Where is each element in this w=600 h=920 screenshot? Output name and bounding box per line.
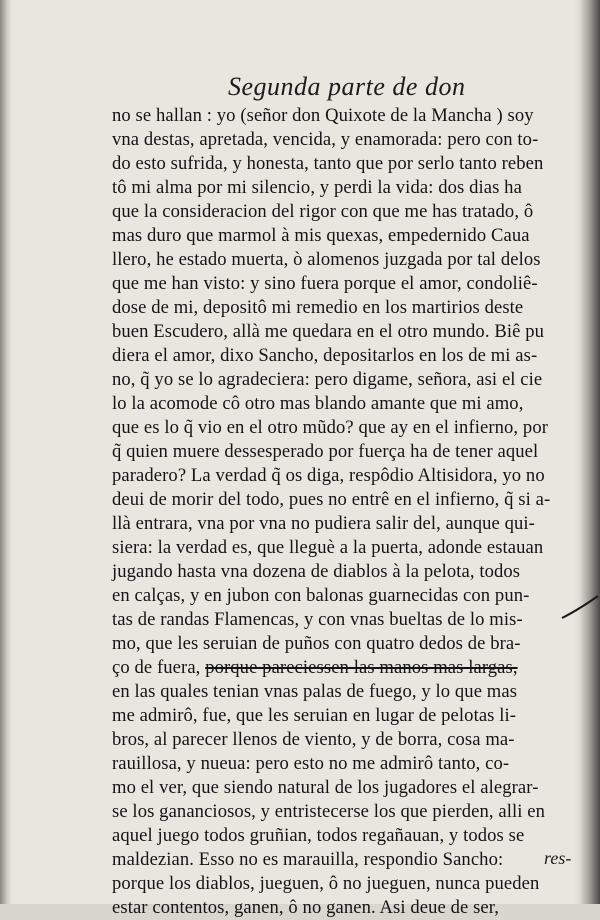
- catchword: res-: [544, 848, 572, 868]
- text-line: vna destas, apretada, vencida, y enamorada: pero con to-: [112, 129, 539, 150]
- text-line: llero, he estado muerta, ò alomenos juzgada por tal delos: [112, 249, 541, 270]
- text-line: rauillosa, y nueua: pero esto no me admirô tanto, co-: [112, 753, 510, 774]
- text-line: llà entrara, vna por vna no pudiera salir del, aunque qui-: [112, 513, 535, 534]
- text-line: en las quales tenian vnas palas de fuego, y lo que mas: [112, 681, 518, 702]
- ink-pen-mark: [560, 592, 600, 624]
- text-block: [112, 104, 588, 920]
- text-line: en calças, y en jubon con balonas guarnecidas con pun-: [112, 585, 530, 606]
- text-line: paradero? La verdad q̃ os diga, respôdio Altisidora, yo no: [112, 465, 545, 486]
- text-line-start: ço de fuera,: [112, 657, 201, 678]
- text-line: mas duro que marmol à mis quexas, empedernido Caua: [112, 225, 530, 246]
- text-line: que la consideracion del rigor con que me has tratado, ô: [112, 201, 534, 222]
- text-line: se los gananciosos, y entristecerse los que pierden, alli en: [112, 801, 546, 822]
- text-line: siera: la verdad es, que lleguè a la puerta, adonde estauan: [112, 537, 544, 558]
- text-line: lo la acomode cô otro mas blando amante que mi amo,: [112, 393, 524, 414]
- text-line: aquel juego todos gruñian, todos regañauan, y todos se: [112, 825, 525, 846]
- text-line: no, q̃ yo se lo agradeciera: pero digame, señora, asi el cie: [112, 369, 543, 390]
- text-line: no se hallan : yo (señor don Quixote de la Mancha ) soy: [112, 105, 534, 126]
- text-line: porque los diablos, jueguen, ô no jueguen, nunca pueden: [112, 873, 540, 894]
- text-line: dose de mi, depositô mi remedio en los martirios deste: [112, 297, 524, 318]
- struck-through-text: porque pareciessen las manos mas largas,: [205, 657, 518, 678]
- text-line: jugando hasta vna dozena de diablos à la pelota, todos: [112, 561, 521, 582]
- text-line: mo, que les seruian de puños con quatro dedos de bra-: [112, 633, 521, 654]
- text-line: q̃ quien muere dessesperado por fuerça ha de tener aquel: [112, 441, 539, 462]
- text-line: mo el ver, que siendo natural de los jugadores el alegrar-: [112, 777, 539, 798]
- text-line: estar contentos, ganen, ô no ganen. Asi deue de ser,: [112, 897, 500, 918]
- text-line: deui de morir del todo, pues no entrê en el infierno, q̃ si a-: [112, 489, 551, 510]
- page-gutter-shadow: [0, 0, 12, 904]
- text-line-with-strikethrough: [112, 656, 588, 680]
- text-line: do esto sufrida, y honesta, tanto que por serlo tanto reben: [112, 153, 544, 174]
- text-line: me admirô, fue, que les seruian en lugar de pelotas li-: [112, 705, 517, 726]
- text-line: maldezian. Esso no es marauilla, respondio Sancho:: [112, 849, 504, 870]
- text-line: tô mi alma por mi silencio, y perdi la vida: dos dias ha: [112, 177, 522, 198]
- text-line: que me han visto: y sino fuera porque el amor, condoliê-: [112, 273, 538, 294]
- text-line: diera el amor, dixo Sancho, depositarlos en los de mi as-: [112, 345, 538, 366]
- text-line: buen Escudero, allà me quedara en el otro mundo. Biê pu: [112, 321, 544, 342]
- running-head: Segunda parte de don: [228, 72, 466, 101]
- text-line: que es lo q̃ vio en el otro mũdo? que ay en el infierno, por: [112, 417, 549, 438]
- text-line: bros, al parecer llenos de viento, y de borra, cosa ma-: [112, 729, 515, 750]
- text-line: tas de randas Flamencas, y con vnas bueltas de lo mis-: [112, 609, 523, 630]
